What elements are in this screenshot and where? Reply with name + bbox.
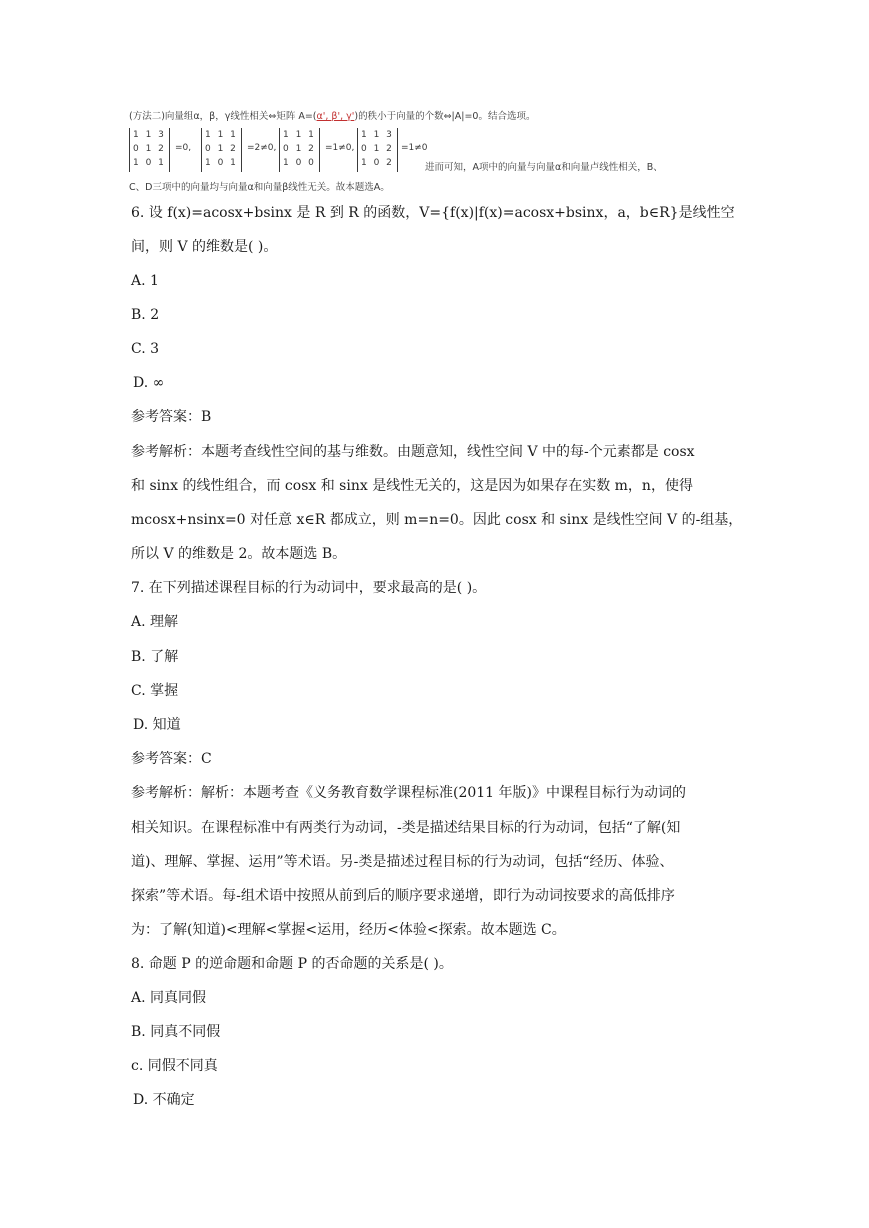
q7-option-a: A. 理解 [131,614,179,630]
q6-explanation-line-2: 和 sinx 的线性组合，而 cosx 和 sinx 是线性无关的，这是因为如果存在实数 m，n，使得 [131,478,693,494]
q6-answer: 参考答案：B [131,409,212,425]
scan-line-3: C、D三项中的向量均与向量α和向量β线性无关。故本题选A。 [129,182,390,193]
q7-stem: 7. 在下列描述课程目标的行为动词中，要求最高的是( )。 [131,580,487,596]
scan-line-1-post: )的秩小于向量的个数⇔|A|=0。结合选项。 [354,111,536,122]
q6-option-a: A. 1 [131,273,159,289]
q6-option-d: D. ∞ [133,375,165,391]
q7-explanation-line-5: 为：了解(知道)<理解<掌握<运用，经历<体验<探索。故本题选 C。 [131,922,566,938]
q7-option-b: B. 了解 [131,649,179,665]
determinant-2-value: =2≠0, [247,143,277,153]
determinant-row [129,128,429,172]
scan-side-note: 进而可知，A项中的向量与向量α和向量卢线性相关，B、 [425,162,663,173]
q6-stem-line-1: 6. 设 f(x)=acosx+bsinx 是 R 到 R 的函数，V={f(x)|f(x)=acosx+bsinx，a，b∈R}是线性空 [131,205,735,221]
determinant-1: 1 1 3 0 1 2 1 0 1 [129,128,170,172]
q6-option-c: C. 3 [131,341,160,357]
determinant-3-value: =1≠0, [325,143,355,153]
determinant-4: 1 1 3 0 1 2 1 0 2 [357,128,398,172]
scan-line-1-red: α', β', γ' [316,111,355,122]
scanned-solution-image [129,104,719,194]
determinant-2: 1 1 1 0 1 2 1 0 1 [201,128,242,172]
q8-option-d: D. 不确定 [133,1092,195,1108]
q8-option-c: c. 同假不同真 [131,1058,218,1074]
q6-explanation-line-4: 所以 V 的维数是 2。故本题选 B。 [131,546,347,562]
q7-option-d: D. 知道 [133,717,181,733]
determinant-4-value: =1≠0 [401,143,428,153]
q7-explanation-line-4: 探索”等术语。每-组术语中按照从前到后的顺序要求递增，即行为动词按要求的高低排序 [131,888,675,904]
q7-explanation-line-2: 相关知识。在课程标准中有两类行为动词，-类是描述结果目标的行为动词，包括“了解(知 [131,820,681,836]
q6-option-b: B. 2 [131,307,160,323]
scan-line-1 [129,108,535,122]
q7-explanation-line-1: 参考解析：解析：本题考查《义务教育数学课程标准(2011 年版)》中课程目标行为动词的 [131,785,687,801]
q7-explanation-line-3: 道)、理解、掌握、运用”等术语。另-类是描述过程目标的行为动词，包括“经历、体验、 [131,854,674,870]
q6-explanation-line-3: mcosx+nsinx=0 对任意 x∈R 都成立，则 m=n=0。因此 cosx 和 sinx 是线性空间 V 的-组基， [131,512,743,528]
q8-option-a: A. 同真同假 [131,990,207,1006]
q6-stem-line-2: 间，则 V 的维数是( )。 [131,239,278,255]
q8-option-b: B. 同真不同假 [131,1024,221,1040]
q7-option-c: C. 掌握 [131,683,179,699]
determinant-1-value: =0, [175,143,192,153]
q6-explanation-line-1: 参考解析：本题考查线性空间的基与维数。由题意知，线性空间 V 中的每-个元素都是 cosx [131,444,695,460]
determinant-3: 1 1 1 0 1 2 1 0 0 [279,128,320,172]
scan-line-1-pre: (方法二)向量组α，β，γ线性相关⇔矩阵 A=( [129,111,317,122]
q7-answer: 参考答案：C [131,751,212,767]
q8-stem: 8. 命题 P 的逆命题和命题 P 的否命题的关系是( )。 [131,956,453,972]
